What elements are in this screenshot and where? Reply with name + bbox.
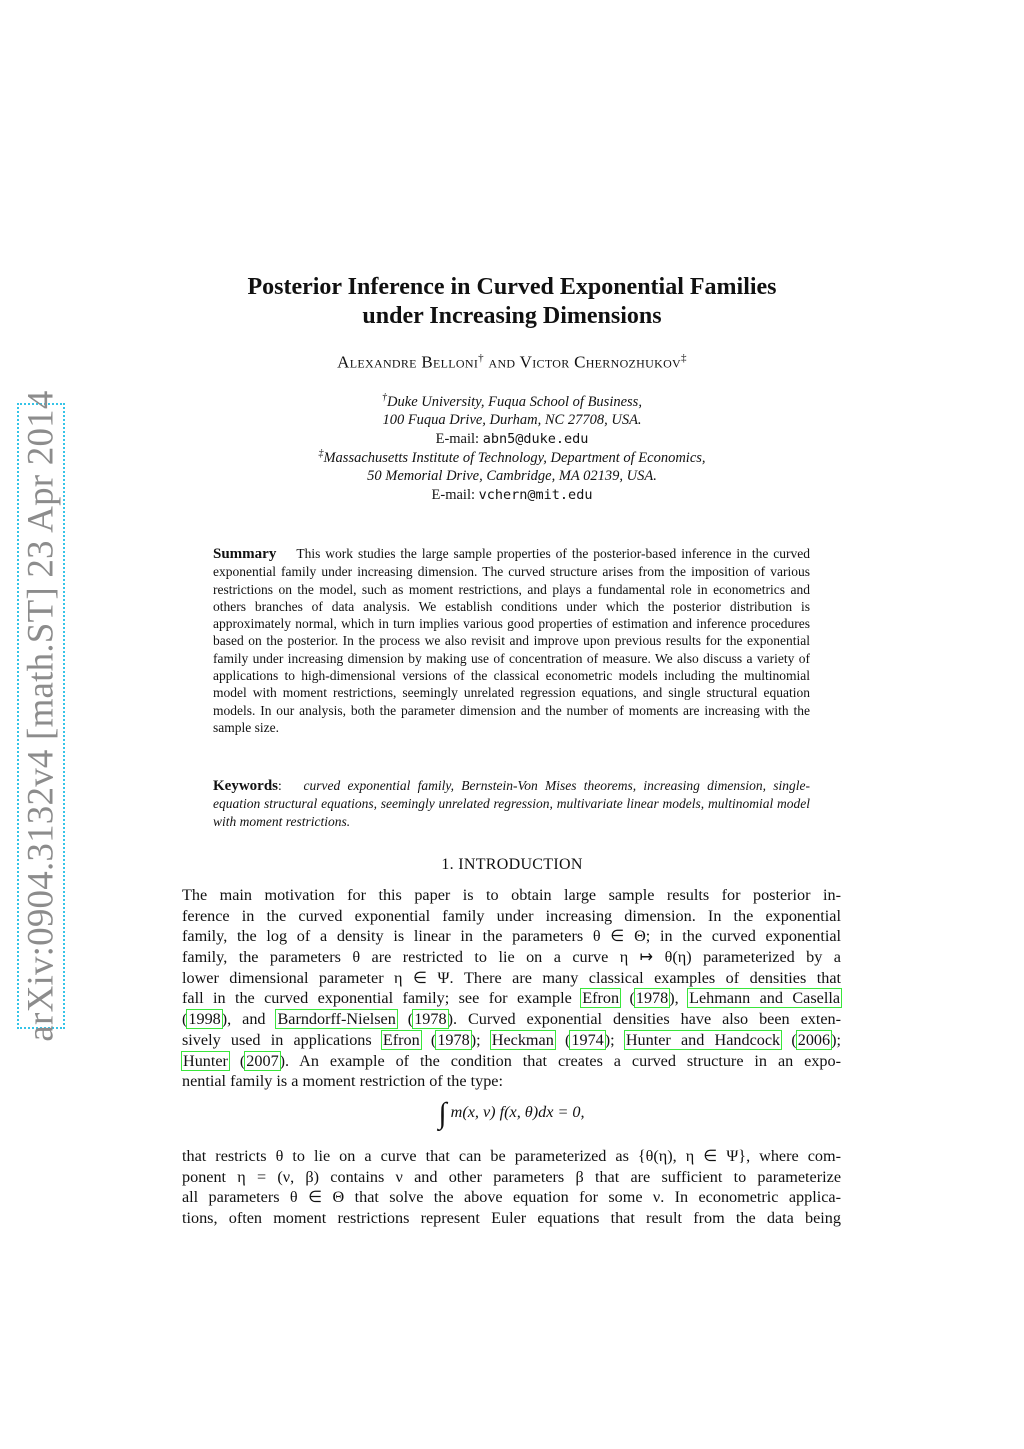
intro-line-6: fall in the curved exponential family; see for example Efron (1978), Lehmann and Casella [182,989,841,1008]
email-1-label: E-mail: [435,430,480,447]
cite-lehmann-year[interactable]: 1998 [188,1010,221,1029]
intro-line-7: (1998), and Barndorff-Nielsen (1978). Curved exponential densities have also been exten- [182,1010,842,1029]
affiliation-1-line1: Duke University, Fuqua School of Business, [387,393,642,410]
affiliation-2-line2: 50 Memorial Drive, Cambridge, MA 02139, USA. [367,468,657,485]
summary-text: This work studies the large sample properties of the posterior-based inference in the curved exponential family under increasing dimension. The curved structure arises from the imposition of various restrictions on the model, such as moment restrictions, and plays a fundamental role in econometrics and others branches of data analysis. We establish conditions under which the posterior distribution is approximately normal, which in turn implies various good properties of estimation and inference procedures based on the posterior. In the process we also revisit and improve upon previous results for the exponential family under increasing dimension by making use of concentration of measure. We also discuss a variety of applications to high-dimensional versions of the classical econometric models including the multinomial model with moment restrictions, seemingly unrelated regression equations, and single structural equation models. In our analysis, both the parameter dimension and the number of moments are increasing with the sample size. [213,546,810,735]
author-2-mark: ‡ [681,352,687,364]
paper-title [180,273,844,331]
after-line-3: all parameters θ ∈ Θ that solve the above equation for some ν. In econometric applica- [182,1188,841,1207]
title-line-1: Posterior Inference in Curved Exponential Families [247,274,777,300]
integral-sign: ∫ [438,1097,447,1130]
intro-line-5: lower dimensional parameter η ∈ Ψ. There are many classical examples of densities that [182,968,841,987]
cite-efron-2[interactable]: Efron [382,1030,420,1049]
moment-equation [182,1097,841,1137]
cite-efron[interactable]: Efron [582,989,620,1008]
intro-line-8: sively used in applications Efron (1978); Heckman (1974); Hunter and Handcock (2006); [182,1030,841,1049]
after-line-4: tions, often moment restrictions represent Euler equations that result from the data being [182,1209,841,1228]
summary-heading: Summary [213,546,277,562]
cite-heckman[interactable]: Heckman [491,1030,554,1049]
after-equation-paragraph [182,1146,841,1229]
cite-hunter-year[interactable]: 2007 [246,1051,279,1070]
affiliation-2-mark: ‡ [318,448,324,459]
author-1: Alexandre Belloni [337,352,479,372]
intro-line-2: ference in the curved exponential family under increasing dimension. In the exponential [182,906,841,925]
intro-line-9: Hunter (2007). An example of the condition that creates a curved structure in an expo- [183,1051,842,1070]
summary-paragraph [213,545,810,736]
keywords-heading: Keywords [213,778,278,794]
intro-line-4: family, the parameters θ are restricted to lie on a curve η ↦ θ(η) parameterized by a [182,948,841,967]
arxiv-stamp-text: arXiv:0904.3132v4 [math.ST] 23 Apr 2014 [20,390,62,1042]
title-line-2: under Increasing Dimensions [362,303,662,329]
intro-paragraph [182,885,841,1092]
email-2[interactable]: vchern@mit.edu [478,486,593,503]
cite-barndorff-year[interactable]: 1978 [414,1010,447,1029]
section-heading: 1. INTRODUCTION [441,856,583,873]
affiliation-2-line1: Massachusetts Institute of Technology, Department of Economics, [323,449,706,466]
author-1-mark: † [478,352,484,364]
email-2-label: E-mail: [431,486,476,503]
cite-efron-2-year[interactable]: 1978 [437,1030,470,1049]
affiliation-1-mark: † [382,392,388,403]
cite-hunter-handcock-year[interactable]: 2006 [797,1030,831,1049]
author-2: Victor Chernozhukov [519,352,681,372]
author-line [180,352,844,373]
cite-lehmann-casella[interactable]: Lehmann and Casella [689,989,841,1008]
keywords-paragraph: Keywords: curved exponential family, Bernstein-Von Mises theorems, increasing dimension, single-equation structural equations, seemingly unrelated regression, multivariate linear models, multinomial model with moment restrictions. [213,778,810,829]
affiliation-1-line2: 100 Fuqua Drive, Durham, NC 27708, USA. [382,412,642,429]
affiliation-1 [180,389,844,448]
cite-hunter[interactable]: Hunter [183,1051,228,1070]
cite-efron-year[interactable]: 1978 [635,989,669,1008]
cite-hunter-handcock[interactable]: Hunter and Handcock [625,1030,781,1049]
affiliation-2 [180,445,844,504]
equation-body: m(x, ν) f(x, θ)dx = 0, [450,1103,585,1121]
author-and: and [488,352,516,372]
cite-heckman-year[interactable]: 1974 [571,1030,604,1049]
keywords-text: curved exponential family, Bernstein-Von Mises theorems, increasing dimension, single-equation structural equations, seemingly unrelated regression, multivariate linear models, multinomial model with moment restrictions. [213,778,810,829]
arxiv-stamp[interactable] [17,390,65,1042]
after-line-1: that restricts θ to lie on a curve that can be parameterized as {θ(η), η ∈ Ψ}, where com- [182,1147,841,1165]
after-line-2: ponent η = (ν, β) contains ν and other parameters β that are sufficient to parameterize [182,1167,841,1186]
intro-line-1: The main motivation for this paper is to obtain large sample results for posterior in- [182,886,841,904]
email-1[interactable]: abn5@duke.edu [482,430,589,447]
intro-line-10: nential family is a moment restriction of the type: [182,1072,503,1091]
intro-line-3: family, the log of a density is linear in the parameters θ ∈ Θ; in the curved exponential [182,927,841,946]
cite-barndorff-nielsen[interactable]: Barndorff-Nielsen [277,1010,396,1029]
